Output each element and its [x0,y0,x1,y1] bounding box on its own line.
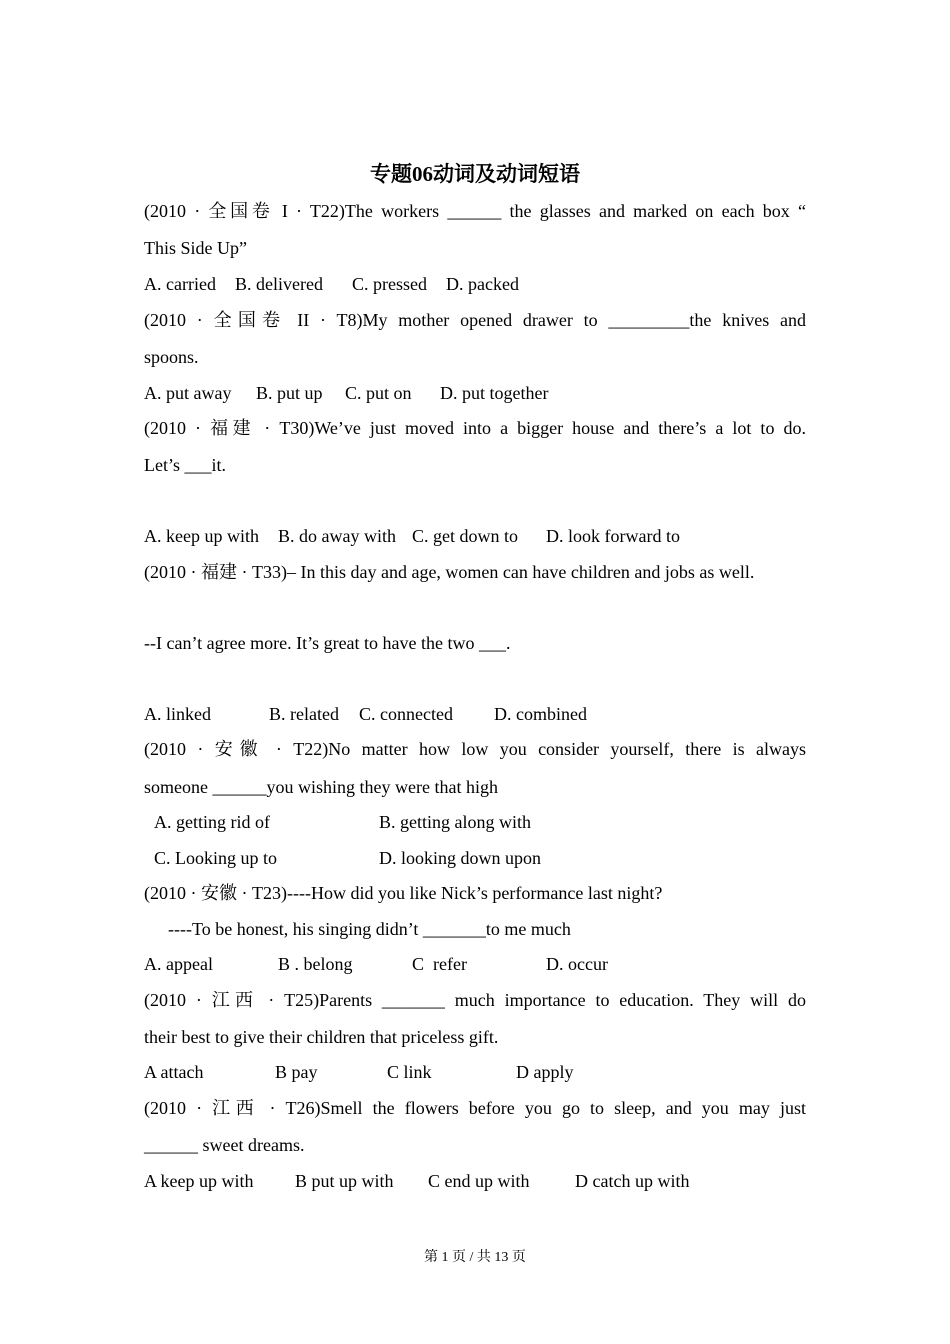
question-6-stem-line2: ----To be honest, his singing didn’t _______to me much [168,919,571,939]
option-a: A attach [144,1062,204,1082]
question-5-stem-line2: someone ______you wishing they were that high [144,777,498,797]
option-c: C. pressed [352,274,427,294]
question-3-stem-line1: (2010 · 福建 · T30)We’ve just moved into a bigger house and there’s a lot to do. [144,418,806,438]
question-2-stem-line2: spoons. [144,347,199,367]
question-6-stem-line1: (2010 · 安徽 · T23)----How did you like Nick’s performance last night? [144,883,663,903]
option-a: A keep up with [144,1171,254,1191]
option-c: C. put on [345,383,412,403]
option-d: D. occur [546,954,608,974]
question-8-stem-line2: ______ sweet dreams. [144,1135,305,1155]
question-1-stem-line2: This Side Up” [144,238,247,258]
option-d: D. packed [446,274,519,294]
option-d: D. put together [440,383,549,403]
option-b: B . belong [278,954,353,974]
option-d: D. looking down upon [379,848,541,868]
option-d: D catch up with [575,1171,690,1191]
option-d: D apply [516,1062,574,1082]
option-c: C. get down to [412,526,518,546]
option-a: A. appeal [144,954,213,974]
question-7-stem-line1: (2010 · 江西 · T25)Parents _______ much importance to education. They will do [144,990,806,1010]
option-b: B. getting along with [379,812,531,832]
option-c: C. Looking up to [154,848,278,868]
option-b: B put up with [295,1171,394,1191]
question-7-stem-line2: their best to give their children that priceless gift. [144,1027,499,1047]
option-b: B. put up [256,383,323,403]
question-5-stem-line1: (2010 · 安徽 · T22)No matter how low you consider yourself, there is always [144,739,806,759]
option-d: D. combined [494,704,587,724]
option-a: A. put away [144,383,232,403]
option-a: A. linked [144,704,211,724]
page-title: 专题06动词及动词短语 [370,162,580,186]
question-4-stem-line1: (2010 · 福建 · T33)– In this day and age, women can have children and jobs as well. [144,562,755,582]
question-3-stem-line2: Let’s ___it. [144,455,226,475]
question-4-stem-line2: --I can’t agree more. It’s great to have the two ___. [144,633,511,653]
page-footer: 第 1 页 / 共 13 页 [424,1250,526,1265]
question-1-stem-line1: (2010 · 全国卷 I · T22)The workers ______ the glasses and marked on each box “ [144,201,806,221]
option-a: A. carried [144,274,216,294]
option-b: B pay [275,1062,318,1082]
question-2-stem-line1: (2010 · 全国卷 II · T8)My mother opened drawer to _________the knives and [144,310,806,330]
option-d: D. look forward to [546,526,680,546]
option-b: B. related [269,704,339,724]
option-c: C refer [412,954,467,974]
option-c: C link [387,1062,432,1082]
option-c: C. connected [359,704,453,724]
option-a: A. keep up with [144,526,259,546]
option-a: A. getting rid of [154,812,270,832]
option-c: C end up with [428,1171,530,1191]
option-b: B. do away with [278,526,396,546]
question-8-stem-line1: (2010 · 江西 · T26)Smell the flowers before you go to sleep, and you may just [144,1098,806,1118]
option-b: B. delivered [235,274,323,294]
